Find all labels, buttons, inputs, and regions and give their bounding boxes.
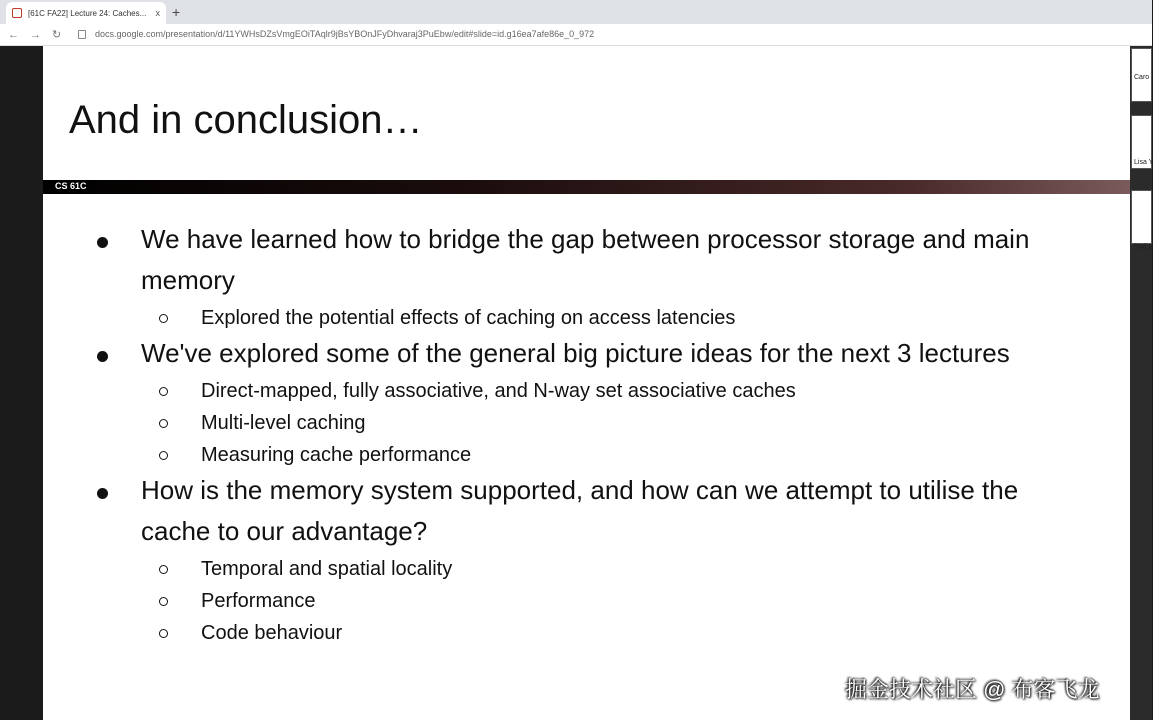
bullet-text: memory (141, 265, 235, 295)
lock-icon (78, 30, 86, 39)
participant-name: Caro (1134, 74, 1150, 81)
back-arrow-icon[interactable]: ← (8, 29, 19, 41)
sub-bullet-text: Measuring cache performance (201, 444, 472, 466)
sub-bullet-text: Direct-mapped, fully associative, and N-way set associative caches (201, 380, 796, 402)
bullet-dot-icon (97, 351, 108, 362)
bullet-text: We have learned how to bridge the gap between processor storage and main (141, 224, 1030, 254)
bullet-text: cache to our advantage? (141, 516, 428, 546)
slide (43, 46, 1130, 720)
sub-bullet-circle-icon (159, 314, 168, 323)
participant-tile[interactable] (1131, 115, 1152, 169)
address-bar (0, 24, 1152, 46)
sub-bullet-circle-icon (159, 451, 168, 460)
sub-bullet-text: Temporal and spatial locality (201, 558, 453, 580)
slide-title: And in conclusion… (69, 98, 423, 142)
sub-bullet-text: Multi-level caching (201, 412, 366, 434)
tab-title: [61C FA22] Lecture 24: Caches... (28, 8, 147, 18)
course-bar (43, 180, 1130, 194)
browser-tab-bar (0, 0, 1152, 24)
url-field[interactable]: docs.google.com/presentation/d/11YWHsDZsVmgEOiTAqlr9jBsYBOnJFyDhvaraj3PuEbw/edit#slide=id.g16ea7afe86e_0_972 (95, 29, 595, 39)
slides-favicon-icon (12, 8, 22, 18)
sub-bullet-circle-icon (159, 419, 168, 428)
bullet-dot-icon (97, 237, 108, 248)
sub-bullet-text: Explored the potential effects of caching on access latencies (201, 307, 736, 329)
bullet-text: How is the memory system supported, and how can we attempt to utilise the (141, 475, 1019, 505)
participant-name: Lisa Y (1134, 159, 1153, 166)
bullet-dot-icon (97, 488, 108, 499)
browser-tab[interactable] (6, 2, 166, 24)
sub-bullet-circle-icon (159, 597, 168, 606)
forward-arrow-icon[interactable]: → (30, 29, 41, 41)
sub-bullet-text: Performance (201, 590, 316, 612)
sub-bullet-circle-icon (159, 629, 168, 638)
sub-bullet-text: Code behaviour (201, 622, 343, 644)
sub-bullet-circle-icon (159, 565, 168, 574)
new-tab-button[interactable]: + (172, 4, 181, 20)
reload-icon[interactable]: ↻ (52, 29, 62, 41)
watermark: 掘金技术社区 @ 布客飞龙 (845, 677, 1100, 702)
sub-bullet-circle-icon (159, 387, 168, 396)
participant-tile[interactable] (1131, 190, 1153, 251)
close-tab-icon[interactable]: x (155, 8, 160, 18)
course-label: CS 61C (55, 181, 87, 191)
bullet-text: We've explored some of the general big picture ideas for the next 3 lectures (141, 338, 1010, 368)
participant-tile[interactable] (1131, 48, 1152, 102)
participant-name: [TA] B (1134, 244, 1153, 251)
left-margin (0, 46, 43, 720)
